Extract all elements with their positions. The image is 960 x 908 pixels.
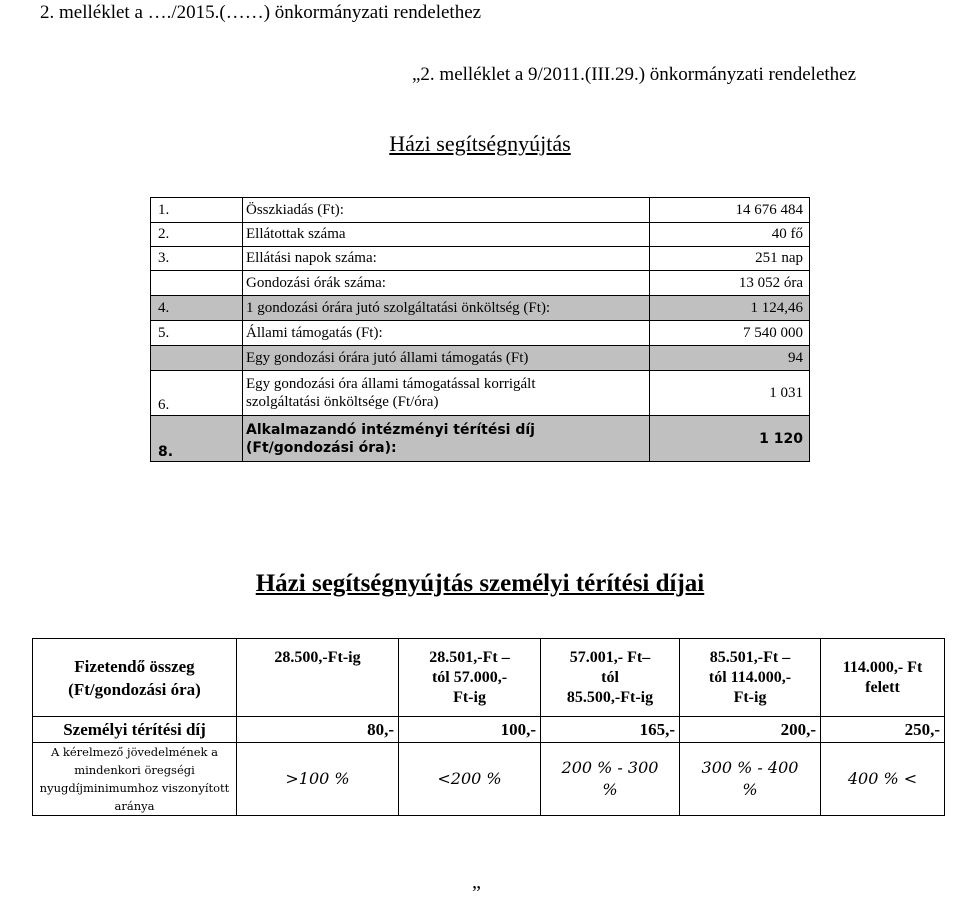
- table-row: [151, 321, 810, 346]
- row-label: Gondozási órák száma:: [243, 271, 650, 296]
- row-label: 1 gondozási órára jutó szolgáltatási önköltség (Ft):: [243, 296, 650, 321]
- ratio-line: %: [742, 780, 758, 799]
- fee-cell: 200,-: [680, 717, 821, 743]
- row-value: 13 052 óra: [650, 271, 810, 296]
- income-ratio-label: [33, 743, 237, 816]
- income-band-cell: [399, 639, 541, 717]
- row-label-line: Egy gondozási óra állami támogatással korrigált: [246, 376, 536, 392]
- band-line: 85.500,-Ft-ig: [566, 689, 654, 706]
- band-line: 57.001,- Ft–: [569, 649, 651, 666]
- ratio-line: <200 %: [437, 769, 502, 788]
- row-label: Ellátási napok száma:: [243, 247, 650, 271]
- row-label-line: szolgáltatási önköltsége (Ft/óra): [246, 394, 439, 410]
- sub-annex-reference: „2. melléklet a 9/2011.(III.29.) önkormányzati rendelethez: [412, 64, 857, 85]
- row-label: [243, 416, 650, 462]
- table-row: [151, 247, 810, 271]
- table-row: [151, 198, 810, 223]
- row-number: [151, 346, 243, 371]
- ratio-label-line: nyugdíjminimumhoz viszonyított: [39, 781, 230, 795]
- row-label: Ellátottak száma: [243, 223, 650, 247]
- section-title-personal-fees: Házi segítségnyújtás személyi térítési díjai: [255, 570, 705, 597]
- row-label-line: (Ft/gondozási óra):: [246, 439, 397, 456]
- income-ratio-row: [33, 743, 945, 816]
- row-value: 1 031: [650, 371, 810, 416]
- row-value: 7 540 000: [650, 321, 810, 346]
- table-row: [151, 271, 810, 296]
- income-band-cell: [680, 639, 821, 717]
- closing-quote: ”: [472, 882, 481, 904]
- band-line: felett: [865, 678, 900, 696]
- row-number: 1.: [151, 198, 243, 223]
- personal-fee-row: [33, 717, 945, 743]
- row-number: 4.: [151, 296, 243, 321]
- band-line: tól 114.000,-: [708, 669, 792, 686]
- row-number: 2.: [151, 223, 243, 247]
- table-row-highlighted: [151, 296, 810, 321]
- ratio-line: >100 %: [285, 769, 350, 788]
- row-number: 8.: [151, 416, 243, 462]
- row-number: [151, 271, 243, 296]
- row-label: Egy gondozási órára jutó állami támogatás (Ft): [243, 346, 650, 371]
- band-line: Ft-ig: [453, 689, 486, 706]
- table-row: [151, 371, 810, 416]
- row-number: 6.: [151, 371, 243, 416]
- fee-cell: 100,-: [399, 717, 541, 743]
- ratio-label-line: mindenkori öregségi: [74, 763, 195, 777]
- row-number: 3.: [151, 247, 243, 271]
- row-value: 251 nap: [650, 247, 810, 271]
- band-line: 28.501,-Ft –: [429, 649, 510, 666]
- row-label-line: Alkalmazandó intézményi térítési díj: [246, 421, 535, 438]
- ratio-line: 200 % - 300: [561, 758, 659, 777]
- band-line: tól: [601, 669, 619, 686]
- fee-cell: 165,-: [541, 717, 680, 743]
- row-value: 14 676 484: [650, 198, 810, 223]
- ratio-line: 400 % <: [847, 769, 918, 788]
- ratio-label-line: aránya: [114, 799, 155, 813]
- ratio-cell: [541, 743, 680, 816]
- band-line: 28.500,-Ft-ig: [274, 649, 361, 666]
- table-row-highlighted: [151, 346, 810, 371]
- ratio-line: 300 % - 400: [701, 758, 799, 777]
- section-title-home-help: Házi segítségnyújtás: [389, 131, 571, 156]
- row-label: [243, 371, 650, 416]
- ratio-line: %: [602, 780, 618, 799]
- amount-payable-label: [33, 639, 237, 717]
- income-band-cell: [541, 639, 680, 717]
- fee-cell: 80,-: [237, 717, 399, 743]
- ratio-cell: [821, 743, 945, 816]
- table-row: [151, 223, 810, 247]
- fee-cell: 250,-: [821, 717, 945, 743]
- band-line: 114.000,- Ft: [842, 658, 923, 676]
- income-band-cell: [821, 639, 945, 717]
- header-label-line: Fizetendő összeg: [74, 656, 195, 676]
- header-label-line: (Ft/gondozási óra): [68, 679, 201, 699]
- band-line: 85.501,-Ft –: [709, 649, 791, 666]
- ratio-cell: [237, 743, 399, 816]
- fee-band-header-row: [33, 639, 945, 717]
- row-label: Állami támogatás (Ft):: [243, 321, 650, 346]
- band-line: tól 57.000,-: [431, 669, 508, 686]
- personal-fee-table: [32, 638, 945, 816]
- personal-fee-label: Személyi térítési díj: [33, 717, 237, 743]
- cost-calculation-table: [150, 197, 810, 462]
- row-number: 5.: [151, 321, 243, 346]
- annex-reference: 2. melléklet a …./2015.(……) önkormányzati rendelethez: [40, 2, 482, 23]
- ratio-label-line: A kérelmező jövedelmének a: [50, 745, 219, 759]
- ratio-cell: [680, 743, 821, 816]
- row-value: 1 120: [650, 416, 810, 462]
- row-label: Összkiadás (Ft):: [243, 198, 650, 223]
- row-value: 1 124,46: [650, 296, 810, 321]
- row-value: 94: [650, 346, 810, 371]
- ratio-cell: [399, 743, 541, 816]
- row-value: 40 fő: [650, 223, 810, 247]
- income-band-cell: [237, 639, 399, 717]
- band-line: Ft-ig: [733, 689, 767, 706]
- table-row-highlighted: [151, 416, 810, 462]
